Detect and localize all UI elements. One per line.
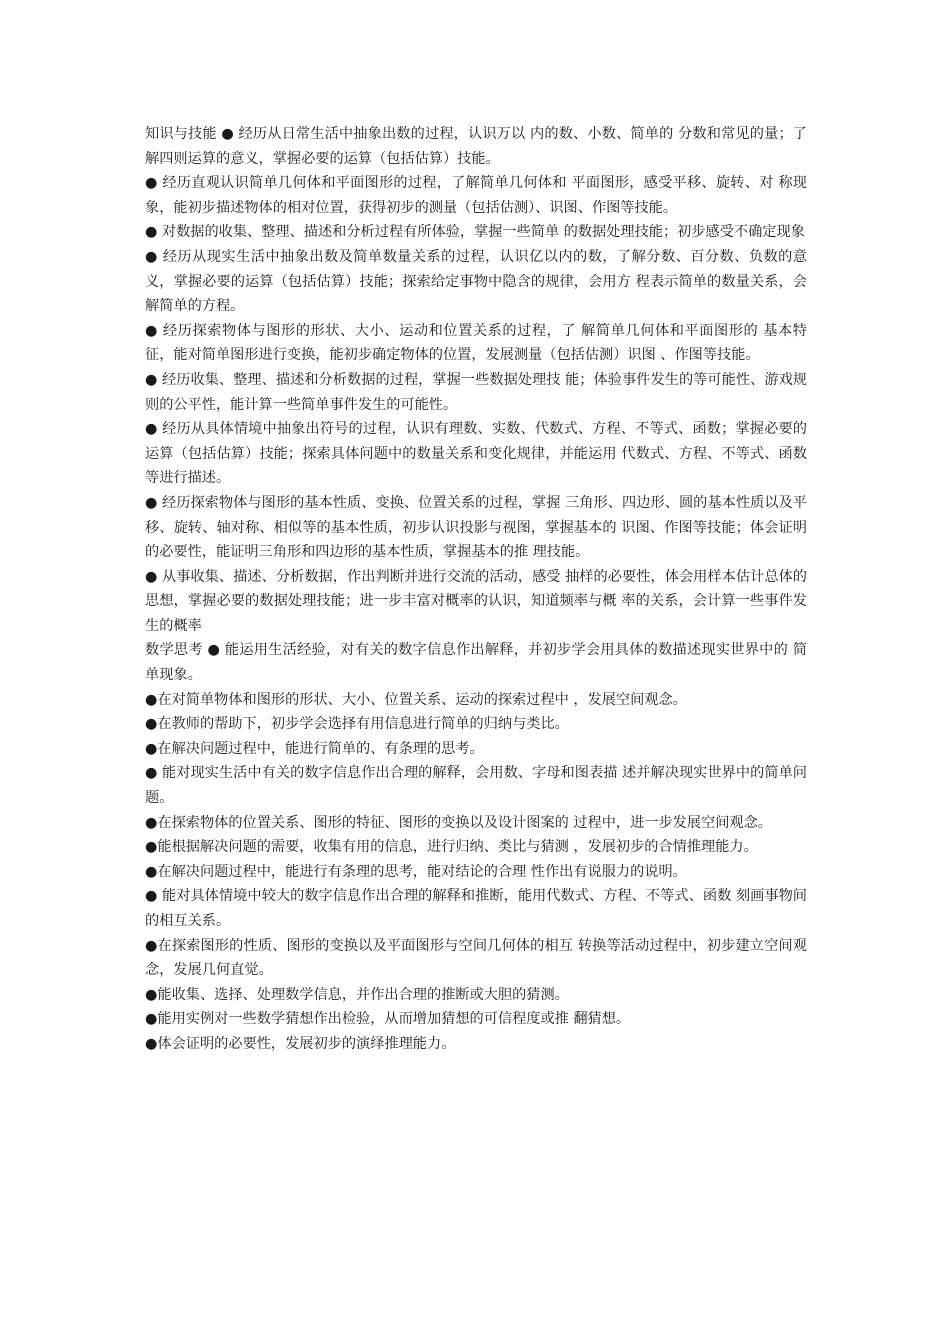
paragraph-knowledge-skills-8: ● 经历探索物体与图形的基本性质、变换、位置关系的过程，掌握 三角形、四边形、圆的基本性质以及平移、旋转、轴对称、相似等的基本性质，初步认识投影与视图，掌握基本的 识图、作图等技能；体会证明的必要性，能证明三角形和四边形的基本性质，掌握基本的推 理技能。 (145, 494, 807, 561)
paragraph-math-thinking-2: ●在对简单物体和图形的形状、大小、位置关系、运动的探索过程中 ，发展空间观念。 (145, 691, 687, 708)
paragraph-math-thinking-12: ●能用实例对一些数学猜想作出检验，从而增加猜想的可信程度或推 翻猜想。 (145, 1011, 631, 1028)
paragraph-knowledge-skills-7: ● 经历从具体情境中抽象出符号的过程，认识有理数、实数、代数式、方程、不等式、函数；掌握必要的运算（包括估算）技能；探索具体问题中的数量关系和变化规律，并能运用 代数式、方程、不等式、函数等进行描述。 (145, 421, 807, 487)
paragraph-knowledge-skills-2: ● 经历直观认识简单几何体和平面图形的过程，了解简单几何体和 平面图形，感受平移、旋转、对 称现象，能初步描述物体的相对位置，获得初步的测量（包括估测）、识图、作图等技能。 (145, 175, 807, 216)
paragraph-math-thinking-7: ●能根据解决问题的需要，收集有用的信息，进行归纳、类比与猜测 ，发展初步的合情推理能力。 (145, 839, 758, 856)
paragraph-math-thinking-9: ● 能对具体情境中较大的数字信息作出合理的解释和推断，能用代数式、方程、不等式、函数 刻画事物间的相互关系。 (145, 888, 807, 929)
paragraph-knowledge-skills-9: ● 从事收集、描述、分析数据，作出判断并进行交流的活动，感受 抽样的必要性，体会用样本估计总体的思想，掌握必要的数据处理技能；进一步丰富对概率的认识，知道频率与概 率的关系，会计算一些事件发生的概率 (145, 568, 807, 634)
paragraph-knowledge-skills-4: ● 经历从现实生活中抽象出数及简单数量关系的过程，认识亿以内的数，了解分数、百分数、负数的意义，掌握必要的运算（包括估算）技能；探索给定事物中隐含的规律，会用方 程表示简单的数量关系，会解简单的方程。 (145, 248, 807, 315)
paragraph-math-thinking-11: ●能收集、选择、处理数学信息，并作出合理的推断或大胆的猜测。 (145, 986, 569, 1003)
paragraph-knowledge-skills-6: ● 经历收集、整理、描述和分析数据的过程，掌握一些数据处理技 能；体验事件发生的等可能性、游戏规则的公平性，能计算一些简单事件发生的可能性。 (145, 371, 807, 413)
paragraph-knowledge-skills-3: ● 对数据的收集、整理、描述和分析过程有所体验，掌握一些简单 的数据处理技能；初步感受不确定现象 (145, 224, 805, 241)
paragraph-math-thinking-13: ●体会证明的必要性，发展初步的演绎推理能力。 (145, 1035, 456, 1052)
paragraph-math-thinking-5: ● 能对现实生活中有关的数字信息作出合理的解释，会用数、字母和图表描 述并解决现实世界中的简单问题。 (145, 765, 807, 807)
paragraph-math-thinking-10: ●在探索图形的性质、图形的变换以及平面图形与空间几何体的相互 转换等活动过程中，初步建立空间观念，发展几何直觉。 (145, 937, 807, 979)
paragraph-math-thinking-4: ●在解决问题过程中，能进行简单的、有条理的思考。 (145, 740, 484, 757)
document-body (145, 122, 807, 1057)
paragraph-knowledge-skills-5: ● 经历探索物体与图形的形状、大小、运动和位置关系的过程，了 解简单几何体和平面图形的 基本特征，能对简单图形进行变换，能初步确定物体的位置，发展测量（包括估测）识图 、作图等技能。 (145, 322, 807, 364)
paragraph-math-thinking-3: ●在教师的帮助下，初步学会选择有用信息进行简单的归纳与类比。 (145, 716, 569, 733)
paragraph-math-thinking-1: 数学思考 ● 能运用生活经验，对有关的数字信息作出解释，并初步学会用具体的数描述现实世界中的 简单现象。 (145, 642, 807, 684)
paragraph-knowledge-skills-1: 知识与技能 ● 经历从日常生活中抽象出数的过程，认识万以 内的数、小数、简单的 分数和常见的量；了解四则运算的意义，掌握必要的运算（包括估算）技能。 (145, 126, 807, 167)
paragraph-math-thinking-6: ●在探索物体的位置关系、图形的特征、图形的变换以及设计图案的 过程中，进一步发展空间观念。 (145, 814, 772, 831)
paragraph-math-thinking-8: ●在解决问题过程中，能进行有条理的思考，能对结论的合理 性作出有说服力的说明。 (145, 863, 687, 880)
